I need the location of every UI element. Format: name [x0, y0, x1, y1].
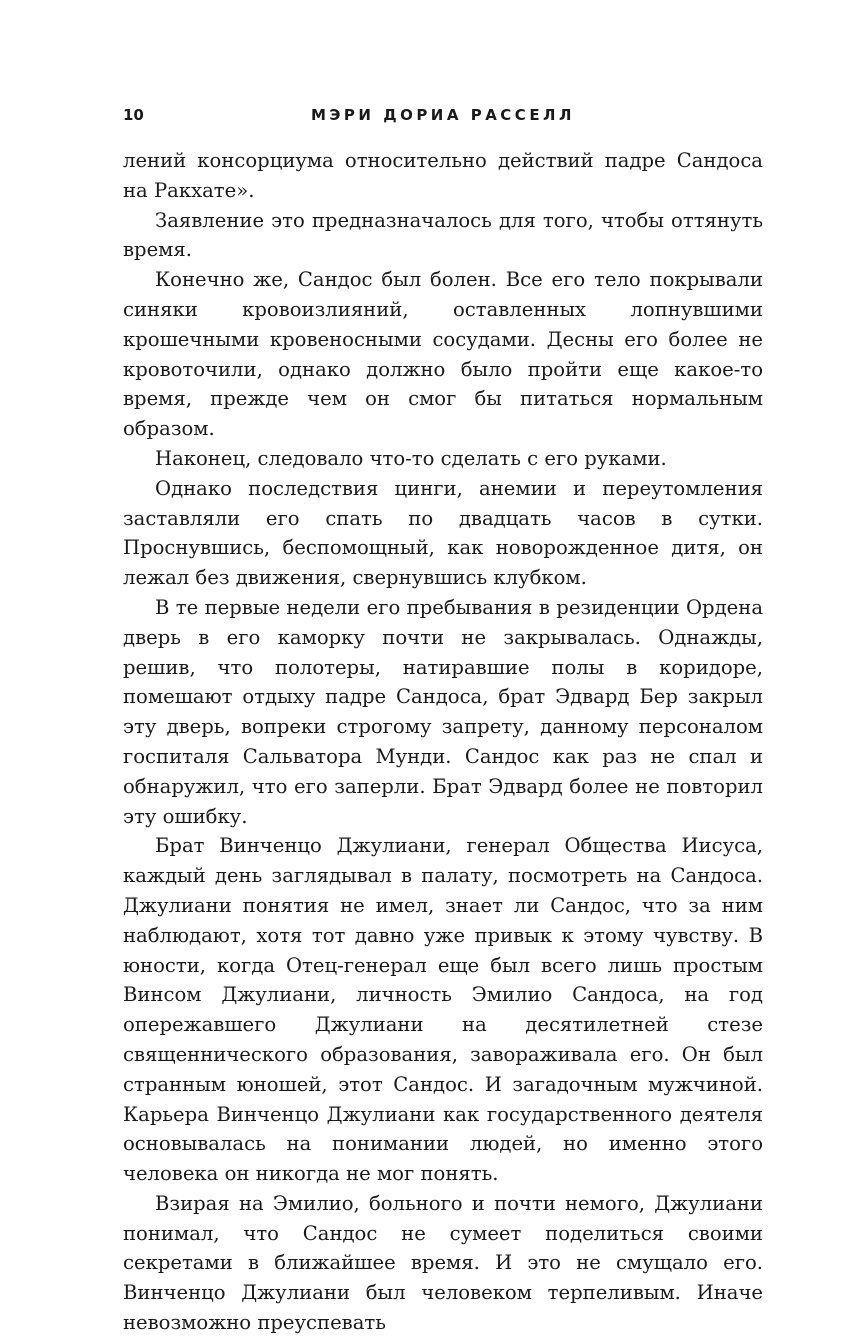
paragraph: Конечно же, Сандос был болен. Все его тело покрывали синяки кровоизлияний, оставленных лопнувшими крошечными кровеносными сосудами. Десны его более не кровоточили, однако должно было пройти еще какое-то время, прежде чем он смог бы питаться нормальным образом. — [123, 268, 763, 441]
book-page — [123, 0, 763, 1335]
paragraph: Заявление это предназначалось для того, чтобы оттянуть время. — [123, 208, 763, 262]
book-author: МЭРИ ДОРИА РАССЕЛЛ — [311, 106, 575, 124]
paragraph: Взирая на Эмилио, больного и почти немого, Джулиани понимал, что Сандос не сумеет поделиться своими секретами в ближайшее время. И это не смущало его. Винченцо Джулиани был человеком терпеливым. Иначе невозможно преуспевать — [123, 1191, 763, 1335]
paragraph: В те первые недели его пребывания в резиденции Ордена дверь в его каморку почти не закрывалась. Однажды, решив, что полотеры, натиравшие полы в коридоре, помешают отдыху падре Сандоса, брат Эдвард Бер закрыл эту дверь, вопреки строгому запрету, данному персоналом госпиталя Сальватора Мунди. Сандос как раз не спал и обнаружил, что его заперли. Брат Эдвард более не повторил эту ошибку. — [123, 595, 763, 828]
paragraph: Однако последствия цинги, анемии и переутомления заставляли его спать по двадцать часов в сутки. Проснувшись, беспомощный, как новорожденное дитя, он лежал без движения, свернувшись клубком. — [123, 476, 763, 590]
text-body — [123, 146, 763, 1338]
page-number: 10 — [123, 106, 144, 124]
running-head — [123, 103, 763, 127]
paragraph: лений консорциума относительно действий падре Сандоса на Ракхате». — [123, 149, 763, 202]
paragraph: Наконец, следовало что-то сделать с его руками. — [155, 446, 667, 470]
paragraph: Брат Винченцо Джулиани, генерал Общества Иисуса, каждый день заглядывал в палату, посмотреть на Сандоса. Джулиани понятия не имел, знает ли Сандос, что за ним наблюдают, хотя тот давно уже привык к этому чувству. В юности, когда Отец-генерал еще был всего лишь простым Винсом Джулиани, личность Эмилио Сандоса, на год опережавшего Джулиани на десятилетней стезе священнического образования, завораживала его. Он был странным юношей, этот Сандос. И загадочным мужчиной. Карьера Винченцо Джулиани как государственного деятеля основывалась на понимании людей, но именно этого человека он никогда не мог понять. — [123, 834, 763, 1186]
